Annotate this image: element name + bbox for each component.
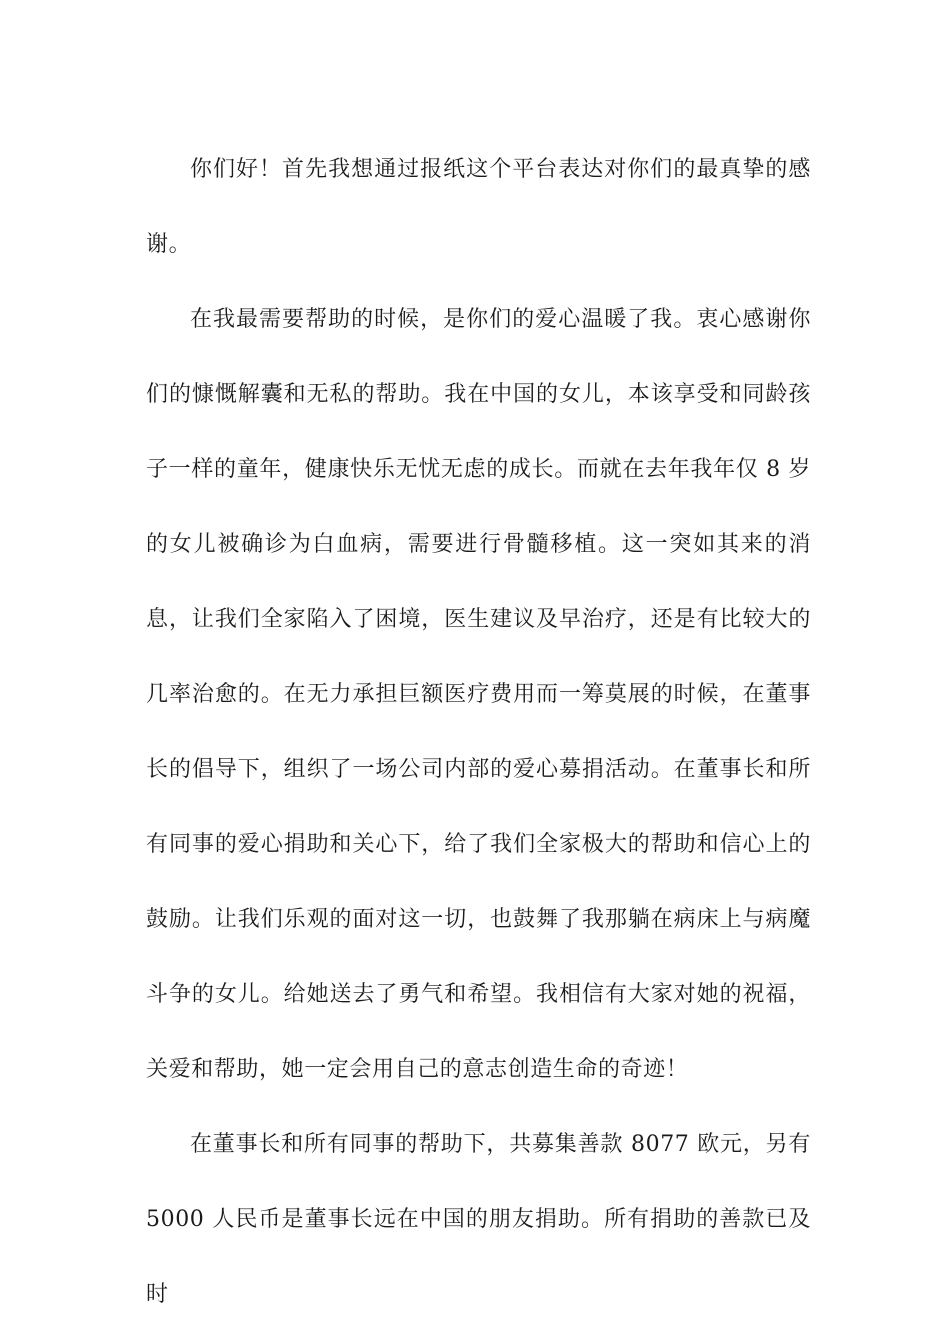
paragraph-greeting: 你们好！首先我想通过报纸这个平台表达对你们的最真挚的感谢。	[146, 157, 811, 257]
letter-body	[146, 132, 811, 1332]
paragraph-donation: 在董事长和所有同事的帮助下，共募集善款 8077 欧元，另有 5000 人民币是董事长远在中国的朋友捐助。所有捐助的善款已及时	[146, 1132, 811, 1307]
paragraph-story: 在我最需要帮助的时候，是你们的爱心温暖了我。衷心感谢你们的慷慨解囊和无私的帮助。我在中国的女儿，本该享受和同龄孩子一样的童年，健康快乐无忧无虑的成长。而就在去年我年仅 8 岁的女儿被确诊为白血病，需要进行骨髓移植。这一突如其来的消息，让我们全家陷入了困境，医生建议及早治疗，还是有比较大的几率治愈的。在无力承担巨额医疗费用而一筹莫展的时候，在董事长的倡导下，组织了一场公司内部的爱心募捐活动。在董事长和所有同事的爱心捐助和关心下，给了我们全家极大的帮助和信心上的鼓励。让我们乐观的面对这一切，也鼓舞了我那躺在病床上与病魔斗争的女儿。给她送去了勇气和希望。我相信有大家对她的祝福，关爱和帮助，她一定会用自己的意志创造生命的奇迹！	[146, 307, 811, 1082]
